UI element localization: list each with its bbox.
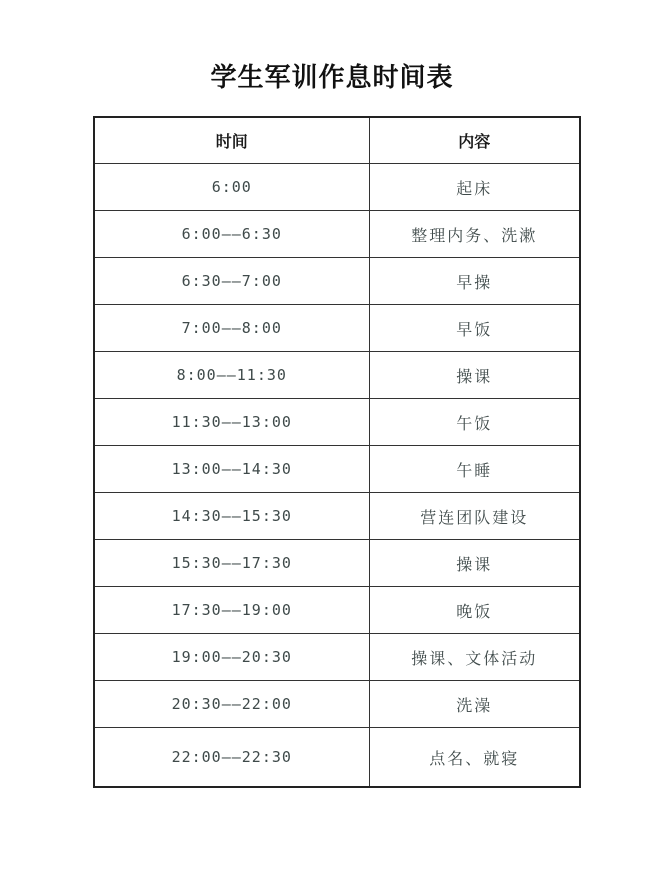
content-cell: 操课、文体活动 — [369, 634, 580, 681]
table-row — [94, 493, 580, 540]
content-cell: 早饭 — [369, 305, 580, 352]
time-cell: 20:30——22:00 — [94, 681, 369, 728]
table-row — [94, 681, 580, 728]
table-row — [94, 587, 580, 634]
time-cell: 17:30——19:00 — [94, 587, 369, 634]
table-row — [94, 540, 580, 587]
content-cell: 洗澡 — [369, 681, 580, 728]
time-cell: 6:00 — [94, 164, 369, 211]
content-cell: 操课 — [369, 352, 580, 399]
time-cell: 14:30——15:30 — [94, 493, 369, 540]
table-row — [94, 211, 580, 258]
page-title: 学生军训作息时间表 — [210, 63, 454, 93]
table-row — [94, 258, 580, 305]
content-cell: 营连团队建设 — [369, 493, 580, 540]
time-cell: 19:00——20:30 — [94, 634, 369, 681]
time-cell: 8:00——11:30 — [94, 352, 369, 399]
time-cell: 7:00——8:00 — [94, 305, 369, 352]
time-cell: 6:30——7:00 — [94, 258, 369, 305]
time-cell: 6:00——6:30 — [94, 211, 369, 258]
column-header-time: 时间 — [94, 117, 369, 164]
table-row — [94, 352, 580, 399]
content-cell: 操课 — [369, 540, 580, 587]
column-header-content: 内容 — [369, 117, 580, 164]
content-cell: 整理内务、洗漱 — [369, 211, 580, 258]
table-row — [94, 634, 580, 681]
table-row — [94, 305, 580, 352]
table-row — [94, 446, 580, 493]
content-cell: 起床 — [369, 164, 580, 211]
schedule-table — [93, 116, 581, 788]
time-cell: 15:30——17:30 — [94, 540, 369, 587]
time-cell: 11:30——13:00 — [94, 399, 369, 446]
content-cell: 午睡 — [369, 446, 580, 493]
content-cell: 午饭 — [369, 399, 580, 446]
table-header-row — [94, 117, 580, 164]
content-cell: 早操 — [369, 258, 580, 305]
time-cell: 22:00——22:30 — [94, 728, 369, 788]
content-cell: 点名、就寝 — [369, 728, 580, 788]
content-cell: 晚饭 — [369, 587, 580, 634]
table-row — [94, 164, 580, 211]
table-row — [94, 399, 580, 446]
time-cell: 13:00——14:30 — [94, 446, 369, 493]
table-row — [94, 728, 580, 788]
